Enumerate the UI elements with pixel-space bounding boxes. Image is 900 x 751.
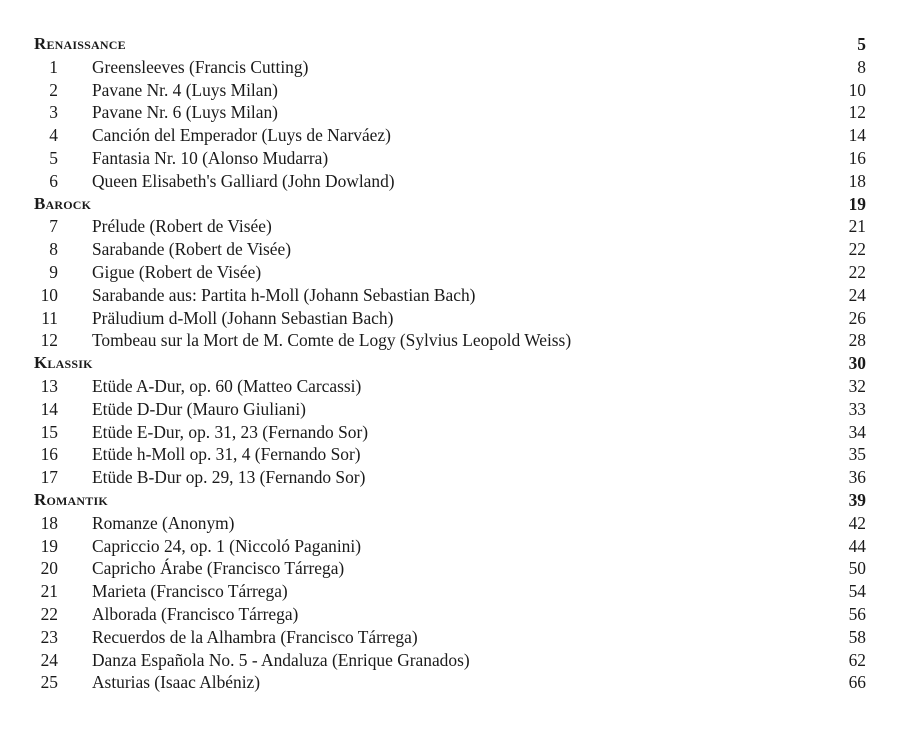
entry-page-number: 22	[848, 239, 866, 260]
toc-entry[interactable]	[34, 443, 866, 466]
entry-title: Pavane Nr. 6 (Luys Milan)	[92, 102, 278, 123]
entry-page-number: 66	[848, 672, 866, 693]
entry-page-number: 24	[848, 284, 866, 305]
entry-title: Prélude (Robert de Visée)	[92, 216, 272, 237]
entry-number: 9	[49, 261, 58, 282]
entry-title: Alborada (Francisco Tárrega)	[92, 603, 299, 624]
entry-page-number: 8	[857, 56, 866, 77]
entry-page-number: 56	[848, 603, 866, 624]
entry-number: 15	[40, 421, 58, 442]
toc-entry[interactable]	[34, 147, 866, 170]
entry-title: Pavane Nr. 4 (Luys Milan)	[92, 79, 278, 100]
entry-title: Queen Elisabeth's Galliard (John Dowland)	[92, 170, 395, 191]
entry-number: 13	[40, 375, 58, 396]
entry-number: 5	[49, 147, 58, 168]
toc-entry[interactable]	[34, 603, 866, 626]
section-heading[interactable]	[34, 352, 866, 375]
entry-number: 10	[40, 284, 58, 305]
toc-entry[interactable]	[34, 238, 866, 261]
entry-number: 20	[40, 558, 58, 579]
toc-entry[interactable]	[34, 421, 866, 444]
entry-title: Etüde A-Dur, op. 60 (Matteo Carcassi)	[92, 375, 362, 396]
entry-title: Sarabande aus: Partita h-Moll (Johann Sebastian Bach)	[92, 284, 476, 305]
toc-entry[interactable]	[34, 398, 866, 421]
section-page-number: 5	[857, 34, 866, 54]
table-of-contents	[34, 33, 866, 694]
entry-number: 2	[49, 79, 58, 100]
entry-page-number: 42	[848, 512, 866, 533]
entry-number: 6	[49, 170, 58, 191]
toc-entry[interactable]	[34, 329, 866, 352]
section-title: Klassik	[34, 353, 93, 373]
toc-entry[interactable]	[34, 466, 866, 489]
entry-number: 23	[40, 626, 58, 647]
entry-page-number: 50	[848, 558, 866, 579]
entry-page-number: 28	[848, 330, 866, 351]
entry-title: Etüde B-Dur op. 29, 13 (Fernando Sor)	[92, 467, 366, 488]
section-title: Barock	[34, 193, 92, 213]
entry-title: Gigue (Robert de Visée)	[92, 261, 262, 282]
entry-title: Tombeau sur la Mort de M. Comte de Logy (Sylvius Leopold Weiss)	[92, 330, 572, 351]
entry-title: Recuerdos de la Alhambra (Francisco Tárrega)	[92, 626, 418, 647]
entry-number: 3	[49, 102, 58, 123]
section-page-number: 19	[848, 193, 866, 214]
entry-title: Canción del Emperador (Luys de Narváez)	[92, 125, 391, 146]
entry-page-number: 62	[848, 649, 866, 670]
section-heading[interactable]	[34, 193, 866, 216]
entry-page-number: 32	[848, 375, 866, 396]
toc-entry[interactable]	[34, 512, 866, 535]
toc-entry[interactable]	[34, 557, 866, 580]
entry-page-number: 12	[848, 102, 866, 123]
entry-title: Capricho Árabe (Francisco Tárrega)	[92, 558, 345, 579]
entry-title: Danza Española No. 5 - Andaluza (Enrique Granados)	[92, 649, 470, 670]
section-title: Renaissance	[34, 34, 126, 53]
entry-page-number: 34	[848, 421, 866, 442]
section-page-number: 39	[848, 489, 866, 510]
section-heading[interactable]	[34, 33, 866, 56]
entry-title: Greensleeves (Francis Cutting)	[92, 56, 309, 77]
entry-title: Romanze (Anonym)	[92, 512, 235, 533]
entry-title: Asturias (Isaac Albéniz)	[92, 672, 261, 693]
entry-page-number: 44	[848, 535, 866, 556]
entry-page-number: 26	[848, 307, 866, 328]
entry-number: 21	[40, 581, 58, 602]
entry-page-number: 16	[848, 147, 866, 168]
toc-entry[interactable]	[34, 580, 866, 603]
toc-entry[interactable]	[34, 626, 866, 649]
entry-page-number: 35	[848, 444, 866, 465]
entry-title: Etüde h-Moll op. 31, 4 (Fernando Sor)	[92, 444, 361, 465]
toc-entry[interactable]	[34, 261, 866, 284]
entry-page-number: 33	[848, 398, 866, 419]
entry-page-number: 14	[848, 125, 866, 146]
entry-page-number: 10	[848, 79, 866, 100]
entry-number: 11	[41, 307, 58, 328]
toc-entry[interactable]	[34, 79, 866, 102]
toc-entry[interactable]	[34, 215, 866, 238]
toc-entry[interactable]	[34, 170, 866, 193]
entry-number: 16	[40, 444, 58, 465]
entry-page-number: 36	[848, 467, 866, 488]
entry-title: Marieta (Francisco Tárrega)	[92, 581, 288, 602]
section-page-number: 30	[848, 353, 866, 374]
entry-number: 1	[49, 56, 58, 77]
entry-page-number: 22	[848, 261, 866, 282]
entry-title: Sarabande (Robert de Visée)	[92, 239, 292, 260]
entry-page-number: 58	[848, 626, 866, 647]
entry-page-number: 54	[848, 581, 866, 602]
toc-entry[interactable]	[34, 307, 866, 330]
entry-number: 24	[40, 649, 58, 670]
entry-number: 19	[40, 535, 58, 556]
toc-entry[interactable]	[34, 124, 866, 147]
entry-title: Capriccio 24, op. 1 (Niccoló Paganini)	[92, 535, 362, 556]
toc-entry[interactable]	[34, 535, 866, 558]
entry-title: Fantasia Nr. 10 (Alonso Mudarra)	[92, 147, 329, 168]
entry-number: 25	[40, 672, 58, 693]
entry-number: 8	[49, 239, 58, 260]
section-title: Romantik	[34, 489, 108, 509]
entry-number: 14	[40, 398, 58, 419]
toc-entry[interactable]	[34, 284, 866, 307]
entry-title: Etüde D-Dur (Mauro Giuliani)	[92, 398, 306, 419]
toc-entry[interactable]	[34, 649, 866, 672]
entry-number: 17	[40, 467, 58, 488]
entry-number: 12	[40, 330, 58, 351]
entry-page-number: 18	[848, 170, 866, 191]
entry-title: Präludium d-Moll (Johann Sebastian Bach)	[92, 307, 394, 328]
section-heading[interactable]	[34, 489, 866, 512]
entry-number: 18	[40, 512, 58, 533]
toc-entry[interactable]	[34, 101, 866, 124]
entry-number: 22	[40, 603, 58, 624]
entry-page-number: 21	[848, 216, 866, 237]
entry-number: 4	[49, 125, 58, 146]
entry-number: 7	[49, 216, 58, 237]
toc-entry[interactable]	[34, 375, 866, 398]
entry-title: Etüde E-Dur, op. 31, 23 (Fernando Sor)	[92, 421, 369, 442]
toc-entry[interactable]	[34, 671, 866, 694]
toc-entry[interactable]	[34, 56, 866, 79]
